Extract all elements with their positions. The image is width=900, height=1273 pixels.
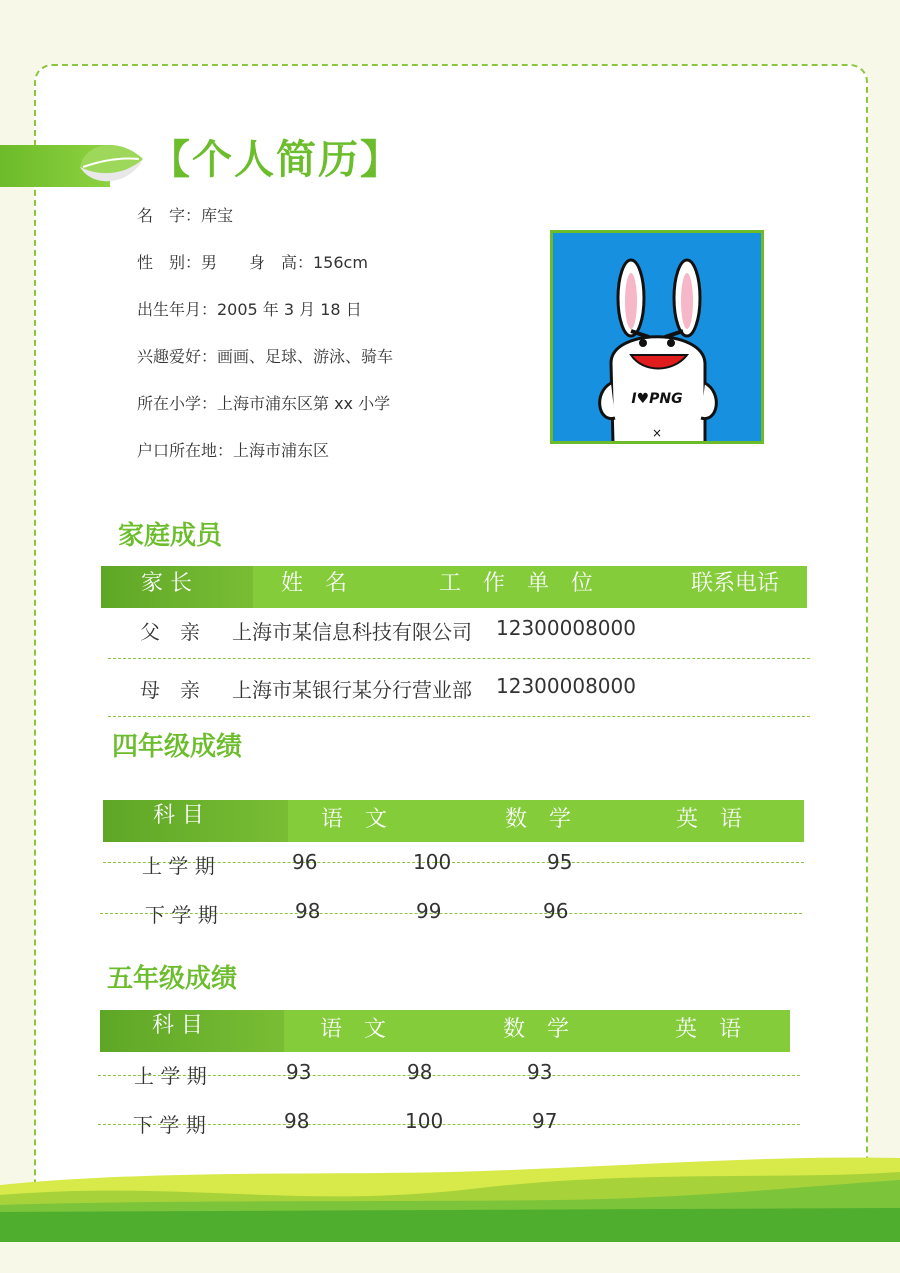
grade5-chinese: 93 xyxy=(286,1060,312,1084)
family-row-phone: 12300008000 xyxy=(496,616,636,640)
green-hills-footer xyxy=(0,1150,900,1273)
grade5-term: 下 学 期 xyxy=(133,1113,206,1137)
family-row-relation: 母 亲 xyxy=(140,678,200,702)
grade4-english: 96 xyxy=(543,899,569,923)
photo-badge-text: I♥PNG xyxy=(631,391,683,407)
family-row-workplace: 上海市某信息科技有限公司 xyxy=(232,620,472,644)
header-phone: 联系电话 xyxy=(691,571,780,596)
grade4-chinese: 98 xyxy=(295,899,321,923)
header-math: 数 学 xyxy=(505,807,572,832)
info-gender-height: 性 别：男 身 高：156cm xyxy=(137,253,368,272)
info-hukou: 户口所在地：上海市浦东区 xyxy=(137,441,330,460)
grade5-term: 上 学 期 xyxy=(134,1064,207,1088)
rabbit-mascot-image xyxy=(553,233,761,441)
grade5-table-header xyxy=(100,1010,790,1052)
grade4-term: 上 学 期 xyxy=(142,854,215,878)
header-chinese: 语 文 xyxy=(320,1017,387,1042)
grade5-english: 93 xyxy=(527,1060,553,1084)
row-divider xyxy=(108,716,810,717)
grade4-english: 95 xyxy=(547,850,573,874)
grade5-chinese: 98 xyxy=(284,1109,310,1133)
leaf-icon xyxy=(75,137,145,189)
header-parent: 家 长 xyxy=(141,571,192,596)
grade5-math: 98 xyxy=(407,1060,433,1084)
family-row-relation: 父 亲 xyxy=(140,620,200,644)
family-row-phone: 12300008000 xyxy=(496,674,636,698)
info-birthdate: 出生年月：2005 年 3 月 18 日 xyxy=(137,300,362,319)
header-subject: 科 目 xyxy=(153,803,204,828)
grade4-math: 99 xyxy=(416,899,442,923)
grade4-section-title: 四年级成绩 xyxy=(112,732,243,762)
grade5-section-title: 五年级成绩 xyxy=(107,964,238,994)
header-chinese: 语 文 xyxy=(321,807,388,832)
family-table-header xyxy=(101,566,807,608)
grade4-term: 下 学 期 xyxy=(145,903,218,927)
grade4-table-header xyxy=(103,800,804,842)
grade5-math: 100 xyxy=(405,1109,444,1133)
svg-text:×: × xyxy=(651,426,663,440)
family-section-title: 家庭成员 xyxy=(118,521,223,551)
grade4-math: 100 xyxy=(413,850,452,874)
header-name: 姓 名 xyxy=(281,571,348,596)
page-title: 【个人简历】 xyxy=(150,137,402,183)
info-school: 所在小学：上海市浦东区第 xx 小学 xyxy=(137,394,391,413)
header-english: 英 语 xyxy=(675,1017,742,1042)
header-math: 数 学 xyxy=(503,1017,570,1042)
header-workplace: 工 作 单 位 xyxy=(439,571,594,596)
header-subject: 科 目 xyxy=(152,1013,203,1038)
grade5-english: 97 xyxy=(532,1109,558,1133)
family-row-workplace: 上海市某银行某分行营业部 xyxy=(232,678,472,702)
grade4-chinese: 96 xyxy=(292,850,318,874)
info-name: 名 字：库宝 xyxy=(137,206,234,225)
header-english: 英 语 xyxy=(676,807,743,832)
row-divider xyxy=(108,658,810,659)
info-hobbies: 兴趣爱好：画画、足球、游泳、骑车 xyxy=(137,347,394,366)
profile-photo xyxy=(550,230,764,444)
